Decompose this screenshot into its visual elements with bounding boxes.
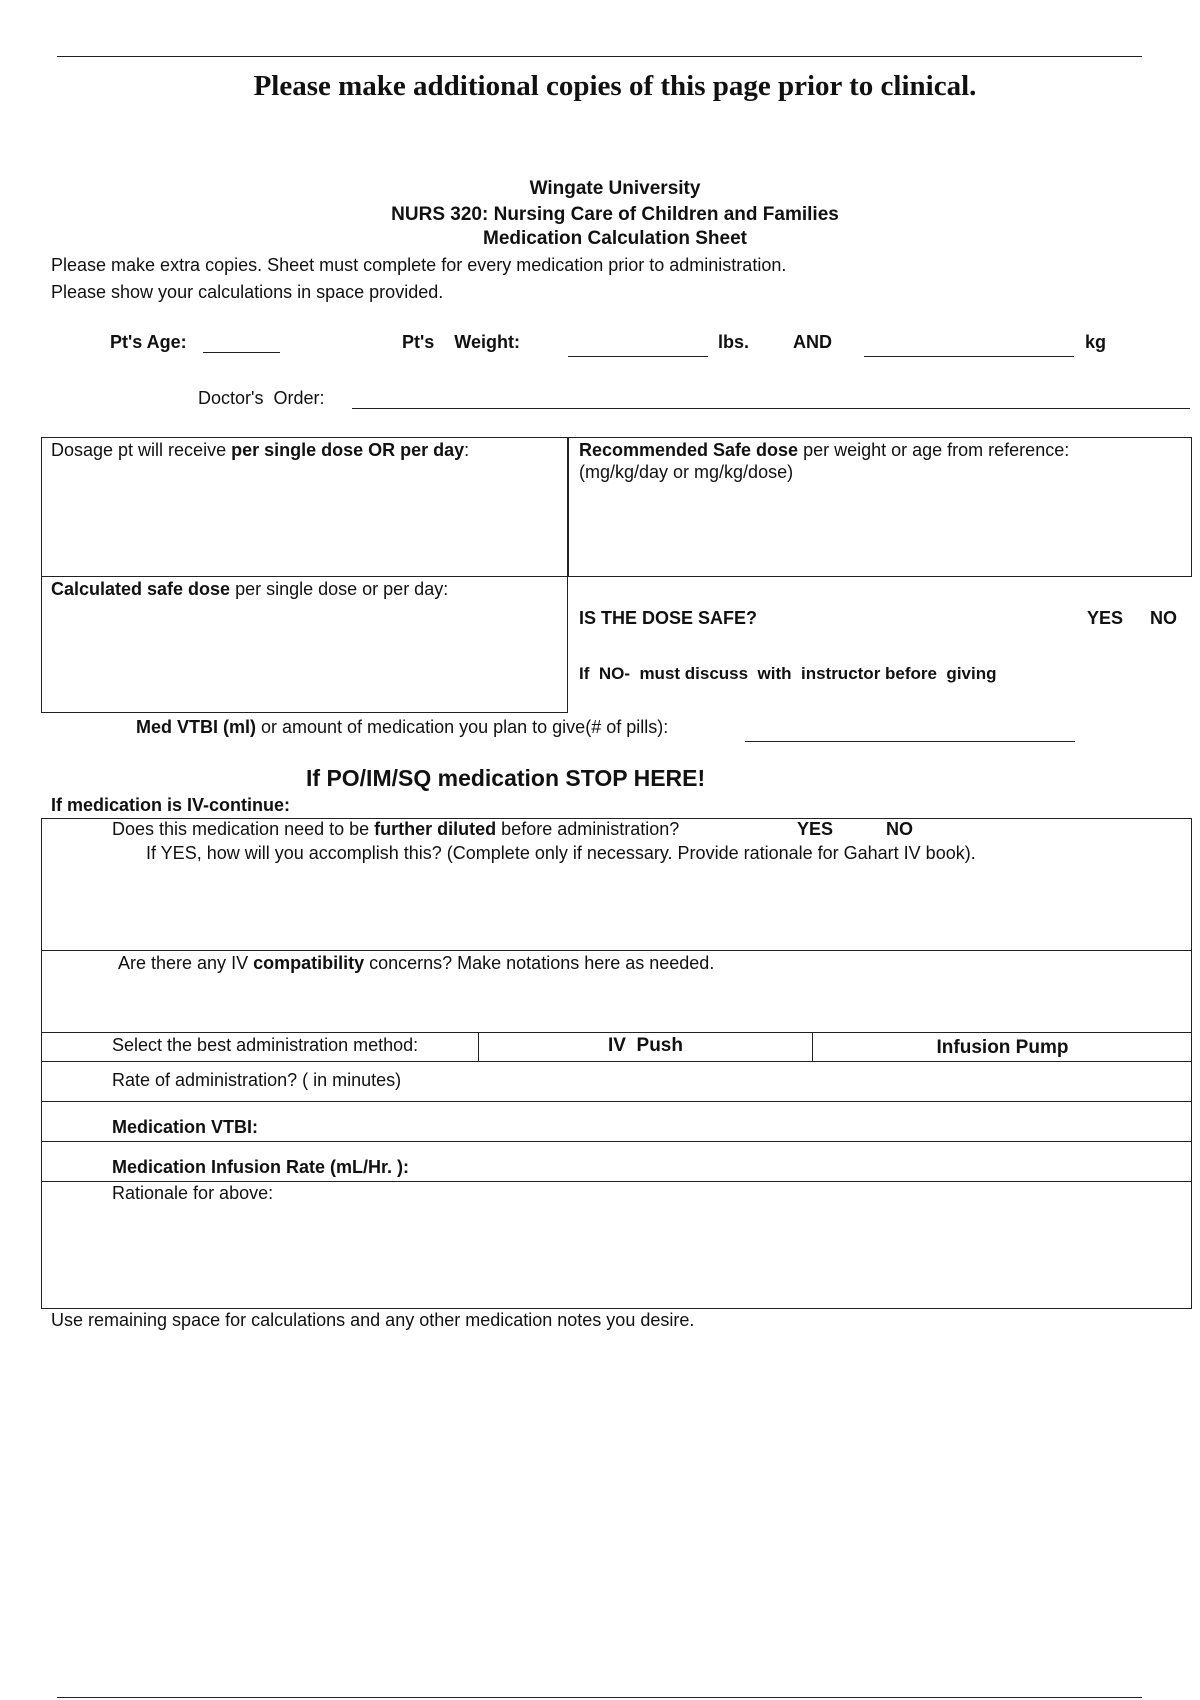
iv-section-table [41, 818, 1192, 1309]
rationale-label: Rationale for above: [112, 1183, 274, 1203]
recommended-dose-label: Recommended Safe dose per weight or age from reference: [579, 440, 1070, 460]
recommended-units: (mg/kg/day or mg/kg/dose) [579, 462, 794, 482]
stop-here-heading: If PO/IM/SQ medication STOP HERE! [306, 765, 706, 791]
age-label: Pt's Age: [110, 332, 187, 352]
iv-divider-5 [41, 1141, 1192, 1142]
banner-title: Please make additional copies of this page prior to clinical. [253, 70, 977, 102]
medication-vtbi-label: Medication VTBI: [112, 1117, 259, 1137]
iv-push-option[interactable]: IV Push [608, 1035, 683, 1056]
doctor-order-label: Doctor's Order: [198, 388, 325, 408]
age-field[interactable] [203, 352, 280, 353]
infusion-rate-label: Medication Infusion Rate (mL/Hr. ): [112, 1157, 410, 1177]
diluted-question: Does this medication need to be further diluted before administration? [112, 819, 680, 839]
iv-divider-4 [41, 1101, 1192, 1102]
diluted-yes[interactable]: YES [797, 819, 834, 839]
university-name: Wingate University [529, 178, 701, 199]
calculated-dose-label: Calculated safe dose per single dose or per day: [51, 579, 449, 599]
kg-label: kg [1085, 332, 1107, 352]
bottom-rule [57, 1697, 1142, 1698]
dose-safe-no[interactable]: NO [1150, 608, 1177, 628]
footer-note: Use remaining space for calculations and any other medication notes you desire. [51, 1310, 695, 1330]
instruction-line-1: Please make extra copies. Sheet must complete for every medication prior to administration. [51, 255, 787, 275]
iv-divider-3 [41, 1061, 1192, 1062]
is-dose-safe-question: IS THE DOSE SAFE? [579, 608, 758, 628]
iv-divider-1 [41, 950, 1192, 951]
instruction-line-2: Please show your calculations in space provided. [51, 282, 444, 302]
doctor-order-field[interactable] [352, 408, 1190, 409]
course-title: NURS 320: Nursing Care of Children and Families [391, 204, 839, 225]
infusion-pump-option[interactable]: Infusion Pump [936, 1037, 1069, 1058]
dose-safe-yes[interactable]: YES [1087, 608, 1124, 628]
iv-continue-label: If medication is IV-continue: [51, 795, 291, 815]
if-no-note: If NO- must discuss with instructor before giving [579, 664, 997, 683]
iv-divider-6 [41, 1181, 1192, 1182]
if-yes-instructions: If YES, how will you accomplish this? (Complete only if necessary. Provide rationale for Gahart IV book). [146, 843, 976, 863]
diluted-no[interactable]: NO [886, 819, 913, 839]
rate-label: Rate of administration? ( in minutes) [112, 1070, 402, 1090]
and-label: AND [793, 332, 832, 352]
weight-lbs-field[interactable] [568, 356, 708, 357]
top-rule [57, 56, 1142, 57]
method-label: Select the best administration method: [112, 1035, 419, 1055]
dosage-pt-label: Dosage pt will receive per single dose OR per day: [51, 440, 470, 460]
weight-kg-field[interactable] [864, 356, 1074, 357]
lbs-label: lbs. [718, 332, 750, 352]
compatibility-question: Are there any IV compatibility concerns? Make notations here as needed. [118, 953, 715, 973]
sheet-title: Medication Calculation Sheet [483, 228, 747, 249]
med-vtbi-label: Med VTBI (ml) or amount of medication you plan to give(# of pills): [136, 717, 669, 737]
iv-divider-2 [41, 1032, 1192, 1033]
weight-label: Pt's Weight: [402, 332, 520, 352]
med-vtbi-field[interactable] [745, 741, 1075, 742]
